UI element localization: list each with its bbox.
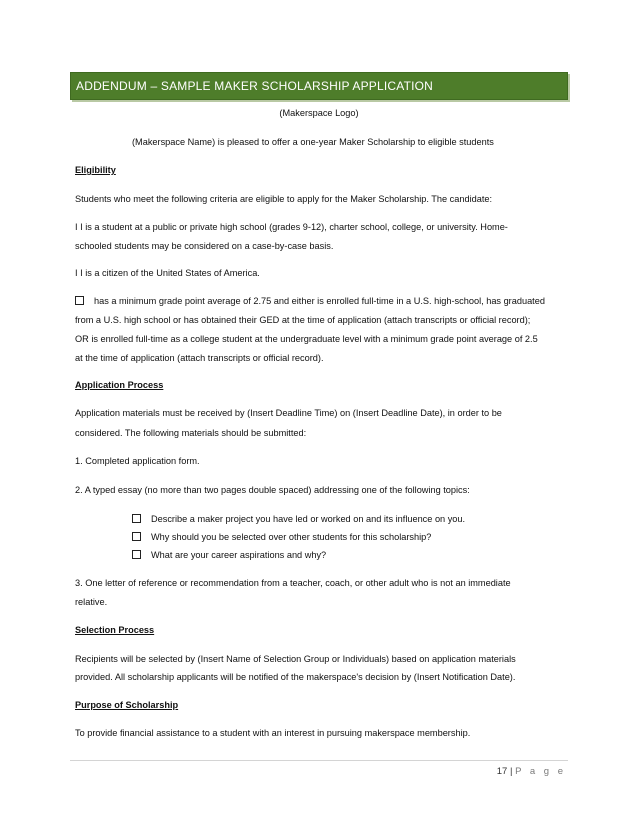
footer-separator: | [507, 766, 516, 777]
checkbox-icon [132, 514, 141, 523]
eligibility-lead: Students who meet the following criteria are eligible to apply for the Maker Scholarship. The candidate: [75, 194, 493, 204]
purpose-para: To provide financial assistance to a student with an interest in pursuing makerspace membership. [75, 728, 471, 738]
checkbox-icon [132, 550, 141, 559]
application-para-line-1: Application materials must be received by (Insert Deadline Time) on (Insert Deadline Date), in order to be [75, 408, 502, 418]
criterion-3-line-4: at the time of application (attach transcripts or official record). [75, 353, 324, 363]
selection-heading: Selection Process [75, 625, 155, 635]
logo-placeholder: (Makerspace Logo) [279, 108, 359, 118]
application-item-3-line-1: 3. One letter of reference or recommendation from a teacher, coach, or other adult who is not an immediate [75, 578, 511, 588]
application-item-1: 1. Completed application form. [75, 456, 200, 466]
addendum-title: ADDENDUM – SAMPLE MAKER SCHOLARSHIP APPLICATION [76, 79, 434, 93]
page-label: P a g e [515, 766, 566, 777]
criterion-1-line-2: schooled students may be considered on a case-by-case basis. [75, 241, 334, 251]
criterion-2: I I is a citizen of the United States of America. [75, 268, 260, 278]
page-footer [497, 766, 566, 777]
application-item-2: 2. A typed essay (no more than two pages double spaced) addressing one of the following topics: [75, 485, 470, 495]
purpose-heading: Purpose of Scholarship [75, 700, 179, 710]
intro-text: (Makerspace Name) is pleased to offer a one-year Maker Scholarship to eligible students [132, 137, 494, 147]
checkbox-icon [75, 296, 84, 305]
selection-para-line-1: Recipients will be selected by (Insert Name of Selection Group or Individuals) based on application materials [75, 654, 516, 664]
selection-para-line-2: provided. All scholarship applicants will be notified of the makerspace's decision by (Insert Notification Date). [75, 672, 516, 682]
application-heading: Application Process [75, 380, 164, 390]
criterion-3-line-2: from a U.S. high school or has obtained their GED at the time of application (attach transcripts or official record); [75, 315, 531, 325]
eligibility-heading: Eligibility [75, 165, 116, 175]
page-number: 17 [496, 766, 508, 777]
application-para-line-2: considered. The following materials should be submitted: [75, 428, 307, 438]
footer-divider [70, 760, 568, 761]
topic-1-text: Describe a maker project you have led or worked on and its influence on you. [151, 514, 466, 524]
criterion-3-line-3: OR is enrolled full-time as a college student at the undergraduate level with a minimum grade point average of 2.5 [75, 334, 538, 344]
checkbox-icon [132, 532, 141, 541]
topic-1 [132, 514, 465, 524]
topic-3 [132, 550, 326, 560]
criterion-3-line-1 [75, 296, 545, 306]
topic-3-text: What are your career aspirations and why? [151, 550, 327, 560]
criterion-3-text: has a minimum grade point average of 2.75 and either is enrolled full-time in a U.S. high-school, has graduated [94, 296, 545, 306]
topic-2 [132, 532, 431, 542]
section-header-bar [70, 72, 568, 100]
application-item-3-line-2: relative. [75, 597, 108, 607]
criterion-1-line-1: I I is a student at a public or private high school (grades 9-12), charter school, college, or university. Home- [75, 222, 508, 232]
topic-2-text: Why should you be selected over other students for this scholarship? [151, 532, 432, 542]
